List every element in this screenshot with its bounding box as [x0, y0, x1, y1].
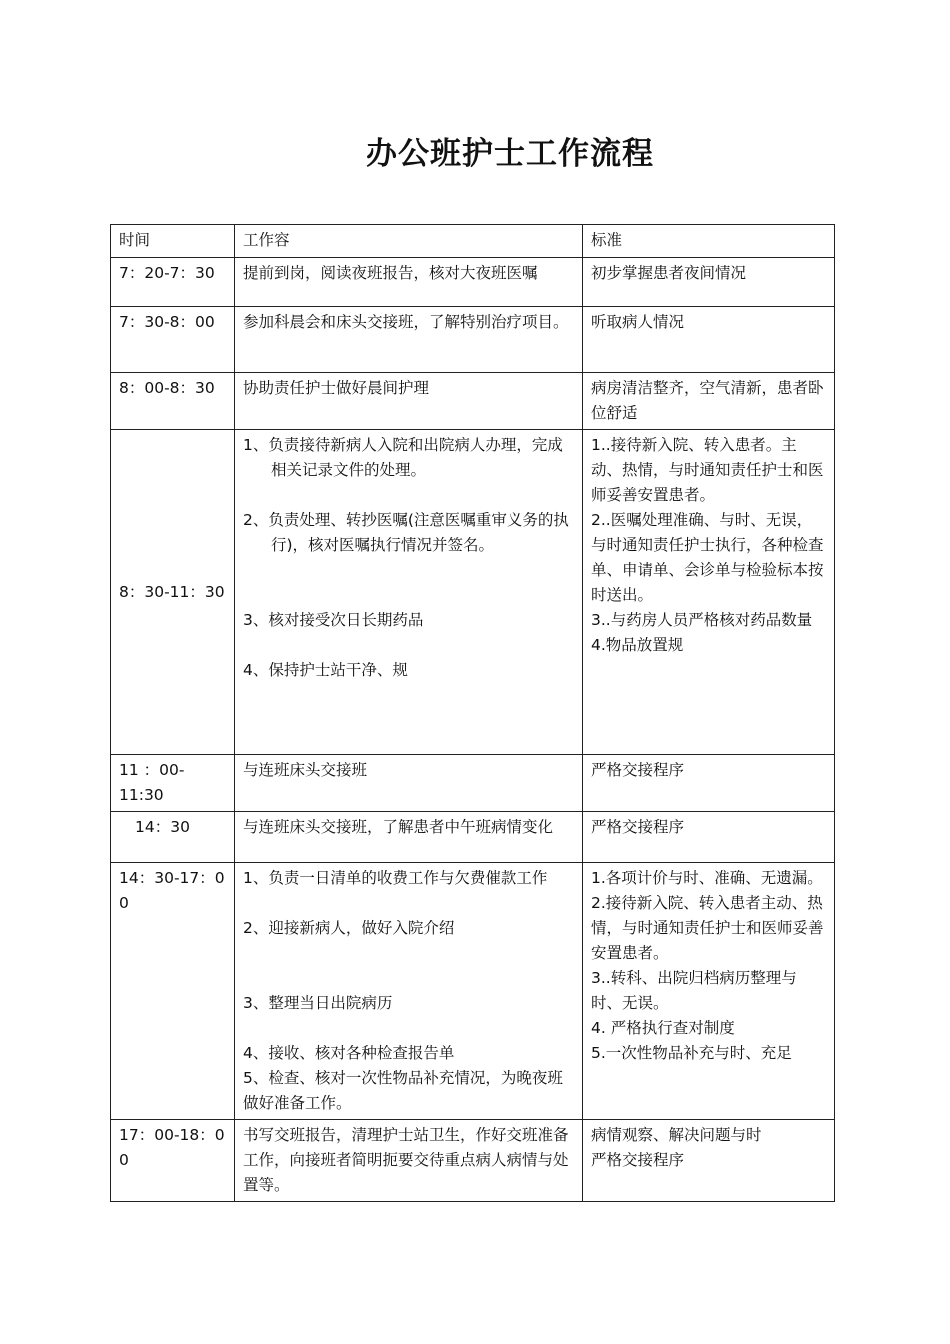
time-cell: 14：30 [111, 812, 235, 863]
standard-item: 3..转科、出院归档病历整理与时、无误。 [591, 969, 797, 1012]
header-content: 工作容 [235, 225, 583, 258]
standard-cell [583, 430, 835, 755]
content-item: 3、整理当日出院病历 [243, 994, 393, 1012]
standard-cell [583, 373, 835, 430]
content-item: 提前到岗，阅读夜班报告，核对大夜班医嘱 [243, 264, 538, 282]
time-part: 11 ：00- [119, 761, 185, 779]
content-item: 与连班床头交接班，了解患者中午班病情变化 [243, 818, 554, 836]
table-row [111, 1120, 835, 1202]
standard-item: 1..接待新入院、转入患者。主动、热情，与时通知责任护士和医师妥善安置患者。 [591, 436, 824, 504]
standard-cell [583, 258, 835, 307]
content-item: 参加科晨会和床头交接班，了解特别治疗项目。 [243, 313, 569, 331]
content-cell [235, 755, 583, 812]
workflow-table [110, 224, 835, 1202]
content-item: 2、迎接新病人，做好入院介绍 [243, 919, 455, 937]
standard-item: 严格交接程序 [591, 818, 685, 836]
standard-item: 4. 严格执行查对制度 [591, 1019, 735, 1037]
content-item: 2、负责处理、转抄医嘱(注意医嘱重审义务的执行)，核对医嘱执行情况并签名。 [243, 511, 569, 554]
standard-cell [583, 307, 835, 373]
table-row [111, 863, 835, 1120]
table-row [111, 430, 835, 755]
content-item: 3、核对接受次日长期药品 [243, 611, 424, 629]
standard-item: 1.各项计价与时、准确、无遗漏。 [591, 869, 823, 887]
content-cell [235, 812, 583, 863]
table-row [111, 812, 835, 863]
time-cell: 7：30-8：00 [111, 307, 235, 373]
content-item: 4、保持护士站干净、规 [243, 661, 408, 679]
time-cell: 14：30-17：00 [111, 863, 235, 1120]
time-cell: 8：30-11：30 [111, 430, 235, 755]
standard-cell [583, 755, 835, 812]
content-item: 5、检查、核对一次性物品补充情况，为晚夜班做好准备工作。 [243, 1069, 563, 1112]
content-item: 书写交班报告，清理护士站卫生，作好交班准备工作，向接班者简明扼要交待重点病人病情与处置等。 [243, 1126, 569, 1194]
header-time: 时间 [111, 225, 235, 258]
time-cell [111, 755, 235, 812]
content-item: 协助责任护士做好晨间护理 [243, 379, 430, 397]
content-item: 4、接收、核对各种检查报告单 [243, 1044, 455, 1062]
content-cell [235, 1120, 583, 1202]
content-item: 1、负责接待新病人入院和出院病人办理，完成相关记录文件的处理。 [243, 436, 563, 479]
standard-cell [583, 1120, 835, 1202]
standard-item: 初步掌握患者夜间情况 [591, 264, 747, 282]
table-row [111, 755, 835, 812]
table-row [111, 373, 835, 430]
content-cell [235, 430, 583, 755]
time-cell: 7：20-7：30 [111, 258, 235, 307]
time-cell: 17：00-18：00 [111, 1120, 235, 1202]
standard-item: 听取病人情况 [591, 313, 685, 331]
content-cell [235, 307, 583, 373]
standard-item: 2..医嘱处理准确、与时、无误，与时通知责任护士执行，各种检查单、申请单、会诊单与检验标本按时送出。 [591, 511, 824, 604]
standard-item: 严格交接程序 [591, 1151, 685, 1169]
table-row [111, 258, 835, 307]
page-title: 办公班护士工作流程 [366, 136, 654, 172]
header-standard: 标准 [583, 225, 835, 258]
standard-item: 3..与药房人员严格核对药品数量 [591, 611, 813, 629]
standard-item: 病房清洁整齐，空气清新，患者卧位舒适 [591, 379, 824, 422]
standard-item: 4.物品放置规 [591, 636, 684, 654]
content-item: 与连班床头交接班 [243, 761, 368, 779]
standard-item: 5.一次性物品补充与时、充足 [591, 1044, 792, 1062]
standard-item: 2.接待新入院、转入患者主动、热情，与时通知责任护士和医师妥善安置患者。 [591, 894, 824, 962]
standard-item: 病情观察、解决问题与时 [591, 1126, 762, 1144]
content-cell [235, 373, 583, 430]
content-cell [235, 863, 583, 1120]
table-header-row [111, 225, 835, 258]
table-row [111, 307, 835, 373]
standard-item: 严格交接程序 [591, 761, 685, 779]
content-item: 1、负责一日清单的收费工作与欠费催款工作 [243, 869, 548, 887]
content-cell [235, 258, 583, 307]
standard-cell [583, 812, 835, 863]
standard-cell [583, 863, 835, 1120]
time-cell: 8：00-8：30 [111, 373, 235, 430]
time-part: 11:30 [119, 786, 164, 804]
